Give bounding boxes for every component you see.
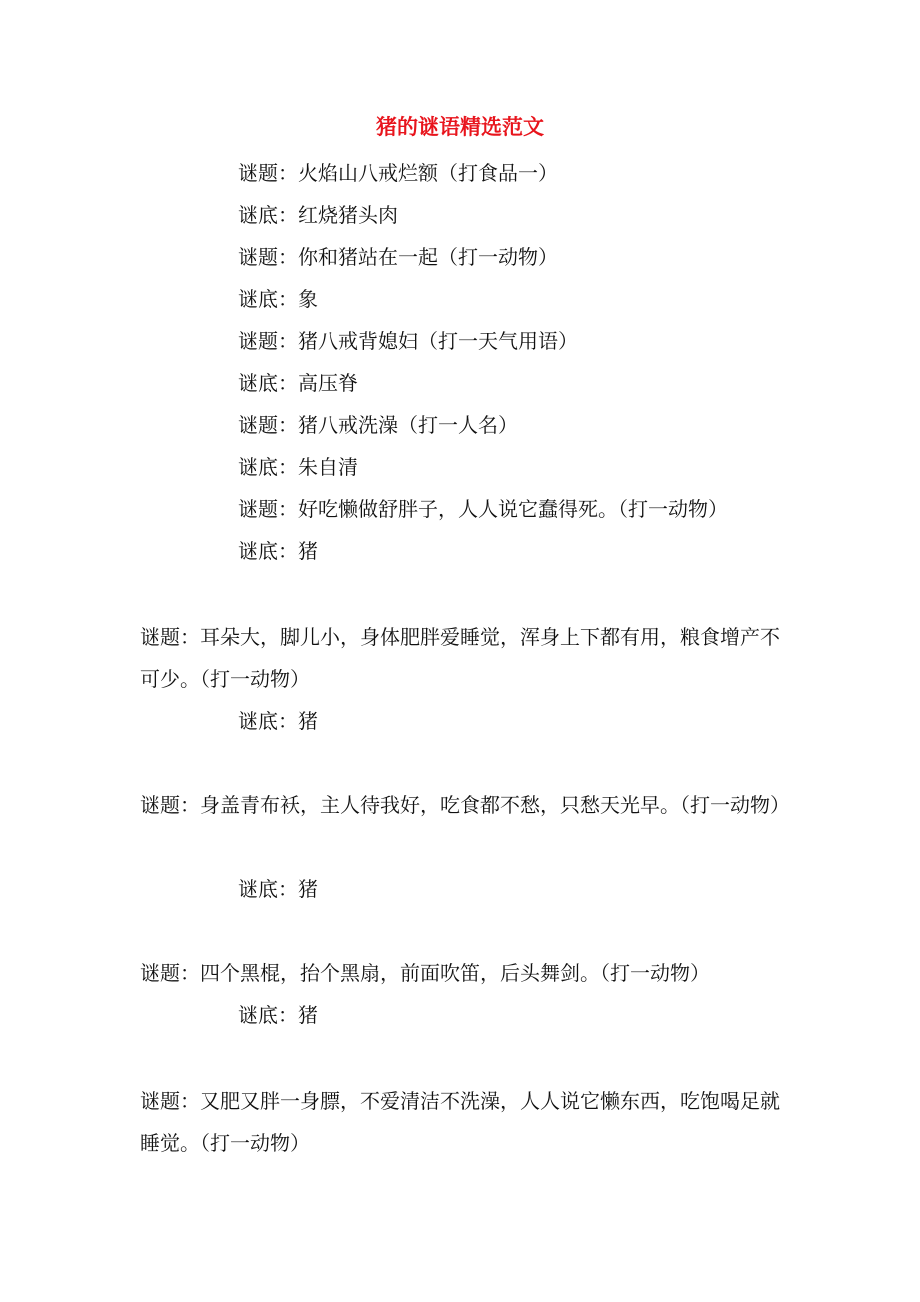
riddle-question-5: 谜题：好吃懒做舒胖子，人人说它蠢得死。（打一动物）: [238, 497, 728, 521]
riddle-answer-6: 谜底：猪: [238, 709, 318, 733]
riddle-question-9: 谜题：又肥又胖一身膘，不爱清洁不洗澡，人人说它懒东西，吃饱喝足就睡觉。（打一动物）: [140, 1089, 780, 1155]
riddle-question-1: 谜题：火焰山八戒烂额（打食品一）: [238, 161, 558, 185]
riddle-answer-2: 谜底：象: [238, 287, 318, 311]
riddle-question-2: 谜题：你和猪站在一起（打一动物）: [238, 245, 558, 269]
riddle-answer-8: 谜底：猪: [238, 1003, 318, 1027]
riddle-answer-3: 谜底：高压脊: [238, 371, 358, 395]
riddle-answer-7: 谜底：猪: [238, 877, 318, 901]
riddle-question-4: 谜题：猪八戒洗澡（打一人名）: [238, 413, 518, 437]
riddle-question-6: 谜题：耳朵大，脚儿小，身体肥胖爱睡觉，浑身上下都有用，粮食增产不可少。（打一动物）: [140, 625, 780, 691]
riddle-question-3: 谜题：猪八戒背媳妇（打一天气用语）: [238, 329, 578, 353]
document-title: 猪的谜语精选范文: [376, 114, 544, 139]
riddle-question-8: 谜题：四个黑棍，抬个黑扇，前面吹笛，后头舞剑。（打一动物）: [140, 961, 710, 985]
riddle-answer-1: 谜底：红烧猪头肉: [238, 203, 398, 227]
riddle-question-7: 谜题：身盖青布袄，主人待我好，吃食都不愁，只愁天光早。（打一动物）: [140, 793, 790, 817]
riddle-answer-5: 谜底：猪: [238, 539, 318, 563]
riddle-answer-4: 谜底：朱自清: [238, 455, 358, 479]
